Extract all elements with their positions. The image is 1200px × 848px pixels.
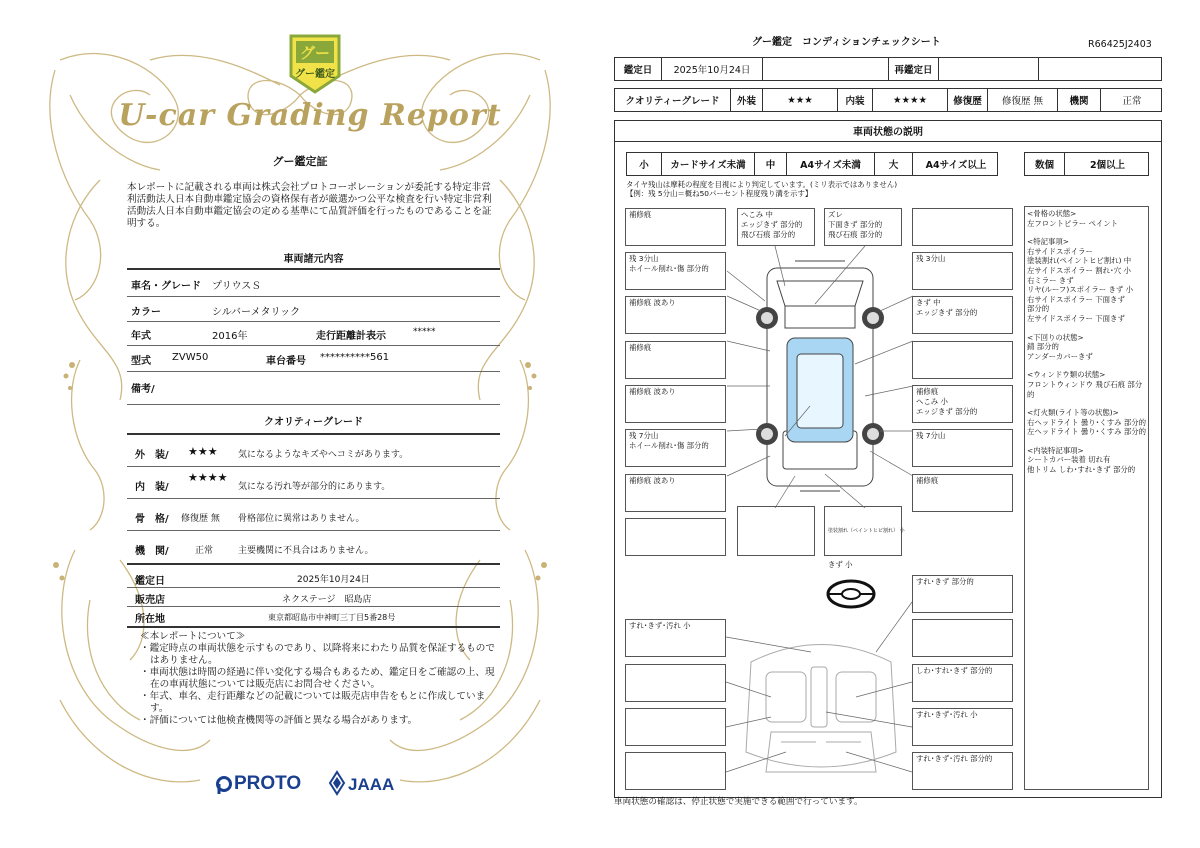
divider [127, 466, 500, 467]
exterior-text: 気になるようなキズやヘコミがあります。 [238, 450, 409, 460]
divider [127, 563, 500, 565]
address-value: 東京都昭島市中神町三丁目5番28号 [268, 613, 396, 622]
ext-value: ★★★ [763, 89, 838, 111]
state-list [1027, 209, 1147, 475]
state-list-line: アンダーカバーきず [1027, 351, 1093, 361]
state-list-line: 他トリム しわ･すれ･きず 部分的 [1027, 465, 1136, 475]
size-small-desc: カードサイズ未満 [662, 153, 755, 175]
size-legend [626, 152, 998, 176]
spec-section-title: 車両諸元内容 [283, 254, 344, 265]
tire-note: タイヤ残山は摩耗の程度を目視により判定しています。(ミリ表示ではありません) [626, 180, 898, 189]
car-top-view-diagram [725, 246, 915, 508]
appraisal-date-label: 鑑定日 [135, 576, 165, 587]
state-list-line: 右サイドスポイラー 下面きず [1027, 294, 1125, 304]
damage-label-tire-fr: 残 3分山 [912, 252, 1013, 290]
report-script-title: U-car Grading Report [118, 98, 502, 133]
state-list-gap [1027, 361, 1147, 370]
state-list-line: <ウィンドウ類の状態> [1027, 370, 1106, 380]
interior-label: 内 装/ [135, 482, 169, 493]
date-value: 2025年10月24日 [662, 58, 763, 80]
state-list-line: 右ヘッドライト 曇り･くすみ 部分的 [1027, 417, 1147, 427]
interior-stars: ★★★★ [188, 471, 228, 484]
year-label: 年式 [131, 331, 151, 342]
interior-text: 気になる汚れ等が部分的にあります。 [238, 482, 391, 492]
frame-label: 骨 格/ [135, 514, 169, 525]
damage-label-hood-right: ズレ 下面きず 部分的 飛び石痕 部分的 [824, 208, 902, 246]
state-list-line: 左サイドスポイラー 割れ･穴 小 [1027, 265, 1131, 275]
damage-label-empty [625, 518, 726, 556]
certificate-body: 本レポートに記載される車両は株式会社プロトコーポレーションが委託する特定非営利活動法人日本自動車鑑定協会の資格保有者が厳選かつ公平な検査を行い特定非営利活動法人日本自動車鑑定協会の定める基準にて品質評価を行ったものであることを証明する。 [127, 182, 492, 229]
appraisal-date-row [614, 57, 1162, 81]
state-list-line: <特記事項> [1027, 237, 1069, 247]
interior-label-empty [625, 664, 726, 702]
model-value: ZVW50 [172, 352, 209, 363]
size-large: 大 [875, 153, 913, 175]
interior-label-empty [625, 752, 726, 790]
damage-label-tire-rl: 残 7分山 ホイール削れ･傷 部分的 [625, 429, 726, 467]
engine-value: 正常 [1122, 96, 1142, 107]
damage-label-door-r: 補修痕 へこみ 小 エッジきず 部分的 [912, 385, 1013, 423]
damage-label-empty [912, 341, 1013, 379]
year-value: 2016年 [212, 331, 248, 342]
interior-label-rear-r: すれ･きず･汚れ 部分的 [912, 752, 1013, 790]
steering-wheel-icon [825, 578, 877, 610]
proto-logo-icon [216, 775, 232, 795]
damage-label-empty [737, 506, 815, 556]
state-list-gap [1027, 399, 1147, 408]
note-item: ・鑑定時点の車両状態を示すものであり、以降将来にわたり品質を保証するものではありません。 [140, 643, 495, 666]
qg-label: クオリティーグレード [615, 89, 731, 111]
repair-label: 修復歴 [948, 89, 988, 111]
appraisal-date-value: 2025年10月24日 [297, 575, 370, 585]
state-list-line: <内装特記事項> [1027, 445, 1084, 455]
engine-label: 機関 [1058, 89, 1101, 111]
divider [127, 626, 500, 628]
int-value: ★★★★ [873, 89, 948, 111]
date-label: 鑑定日 [615, 58, 662, 80]
interior-label-door-trim-r: すれ･きず･汚れ 小 [912, 708, 1013, 746]
note-item: ・評価については他検査機関等の評価と異なる場合があります。 [140, 715, 418, 726]
divider [127, 404, 500, 405]
ext-label: 外装 [731, 89, 763, 111]
state-list-line: 左フロントピラー ペイント [1027, 218, 1119, 228]
goo-kantei-badge-icon [287, 32, 343, 94]
document-id: R66425J2403 [1088, 39, 1152, 50]
state-list-gap [1027, 324, 1147, 333]
engine-value: 正常 [195, 546, 214, 556]
state-title: 車両状態の説明 [614, 120, 1162, 142]
engine-label: 機 関/ [135, 546, 169, 557]
redate-value [939, 58, 1039, 80]
chassis-label: 車台番号 [266, 356, 306, 367]
shop-label: 販売店 [135, 595, 165, 606]
color-value: シルバーメタリック [212, 307, 301, 318]
state-list-line: <下回りの状態> [1027, 332, 1084, 342]
blank-cell [1039, 58, 1163, 80]
badge-logo-text: グー [299, 44, 331, 62]
tire-example: 【例：残 5分山＝概ね50パーセント程度残り溝を示す】 [626, 189, 813, 198]
exterior-stars: ★★★ [188, 445, 218, 458]
state-list-line: 左サイドスポイラー 下面きず [1027, 313, 1125, 323]
interior-label-empty [625, 708, 726, 746]
damage-label-quarter-r: 補修痕 [912, 474, 1013, 512]
shop-value: ネクステージ 昭島店 [282, 595, 372, 605]
car-interior-diagram [726, 622, 912, 790]
state-list-line: <灯火類(ライト等の状態)> [1027, 408, 1119, 418]
jaaa-logo-icon [328, 770, 346, 796]
size-mid-desc: A4サイズ未満 [787, 153, 875, 175]
state-list-gap [1027, 228, 1147, 237]
repair-value: 修復歴 無 [988, 89, 1058, 111]
divider [127, 606, 500, 607]
remarks-label: 備考/ [131, 384, 155, 395]
proto-logo: PROTO [234, 773, 302, 794]
divider [127, 321, 500, 322]
name-value: プリウスＳ [212, 281, 262, 292]
address-label: 所在地 [135, 614, 165, 625]
mileage-value: ***** [413, 327, 436, 337]
state-list-line: 塗装割れ(ペイントヒビ割れ) 中 [1027, 256, 1132, 266]
damage-label-door-rl: 補修痕 波あり [625, 385, 726, 423]
size-mid: 中 [755, 153, 787, 175]
interior-label-seat-r: しわ･すれ･きず 部分的 [912, 664, 1013, 702]
damage-label-door-fl: 補修痕 [625, 341, 726, 379]
divider [127, 433, 500, 435]
damage-label-fender-r: きず 中 エッジきず 部分的 [912, 296, 1013, 334]
state-list-line: <骨格の状態> [1027, 209, 1077, 218]
divider [127, 371, 500, 372]
size-large-desc: A4サイズ以上 [925, 160, 987, 171]
note-item: ・年式、車名、走行距離などの記載については販売店申告をもとに作成しています。 [140, 691, 486, 714]
svg-text:グー鑑定: グー鑑定 [295, 69, 335, 80]
color-label: カラー [131, 307, 161, 318]
interior-label-steering: すれ･きず 部分的 [912, 575, 1013, 613]
divider [127, 345, 500, 346]
redate-label: 再鑑定日 [889, 58, 939, 80]
damage-label-tire-rr: 残 7分山 [912, 429, 1013, 467]
mileage-label: 走行距離計表示 [316, 331, 386, 342]
count-desc: 2個以上 [1089, 160, 1126, 171]
divider [127, 498, 500, 499]
report-notes [140, 631, 500, 727]
divider [127, 268, 500, 270]
exterior-label: 外 装/ [135, 450, 169, 461]
damage-label-fender-l: 補修痕 波あり [625, 296, 726, 334]
damage-label-hood-left: へこみ 中 エッジきず 部分的 飛び石痕 部分的 [737, 208, 815, 246]
damage-label-rear [824, 506, 905, 569]
notes-title: ≪本レポートについて≫ [140, 631, 246, 642]
footer-note: 車両状態の確認は、停止状態で実施できる範囲で行っています。 [614, 797, 863, 807]
divider [127, 530, 500, 531]
chassis-value: **********561 [320, 352, 390, 363]
note-item: ・車両状態は時間の経過に伴い変化する場合もあるため、鑑定日をご確認の上、現在の車両状態については販売店にお問合せください。 [140, 667, 495, 690]
frame-text: 骨格部位に異常はありません。 [238, 514, 365, 524]
blank-cell [763, 58, 889, 80]
divider [127, 296, 500, 297]
state-list-line: 右ミラー きず [1027, 275, 1074, 285]
damage-label-front-left: 補修痕 [625, 208, 726, 246]
damage-label-rear-text: きず 小 [828, 560, 853, 569]
quality-grade-row [614, 88, 1162, 112]
model-label: 型式 [131, 356, 151, 367]
state-list-gap [1027, 437, 1147, 446]
name-label: 車名・グレード [131, 281, 201, 292]
frame-value: 修復歴 無 [181, 514, 220, 524]
state-list-line: 錆 部分的 [1027, 342, 1059, 352]
engine-text: 主要機関に不具合はありません。 [238, 546, 374, 556]
interior-label-empty [912, 619, 1013, 657]
state-list-line: 左ヘッドライト 曇り･くすみ 部分的 [1027, 427, 1147, 437]
damage-label-quarter-l: 補修痕 波あり [625, 474, 726, 512]
damage-label-tire-fl: 残 3分山 ホイール削れ･傷 部分的 [625, 252, 726, 290]
state-list-line: シートカバー装着 切れ有 [1027, 455, 1111, 465]
damage-label-rear-small: 塗装割れ（ペイントヒビ割れ） 小 [828, 528, 905, 534]
state-list-line: 右サイドスポイラー [1027, 246, 1093, 256]
sheet-title: グー鑑定 コンディションチェックシート [752, 37, 941, 48]
count-label: 数個 [1025, 153, 1065, 175]
int-label: 内装 [838, 89, 873, 111]
count-legend [1024, 152, 1149, 176]
state-list-line: 部分的 [1027, 304, 1050, 314]
jaaa-logo: JAAA [348, 775, 395, 794]
state-list-line: フロントウィンドウ 飛び石痕 部分的 [1027, 379, 1143, 399]
divider [127, 587, 500, 588]
size-small: 小 [627, 153, 662, 175]
interior-label-dash-l: すれ･きず･汚れ 小 [625, 619, 726, 657]
certificate-title: グー鑑定証 [272, 155, 328, 168]
damage-label-empty [912, 208, 1013, 246]
quality-section-title: クオリティーグレード [264, 417, 363, 428]
state-list-line: リヤ(ルーフ)スポイラー きず 小 [1027, 285, 1134, 295]
